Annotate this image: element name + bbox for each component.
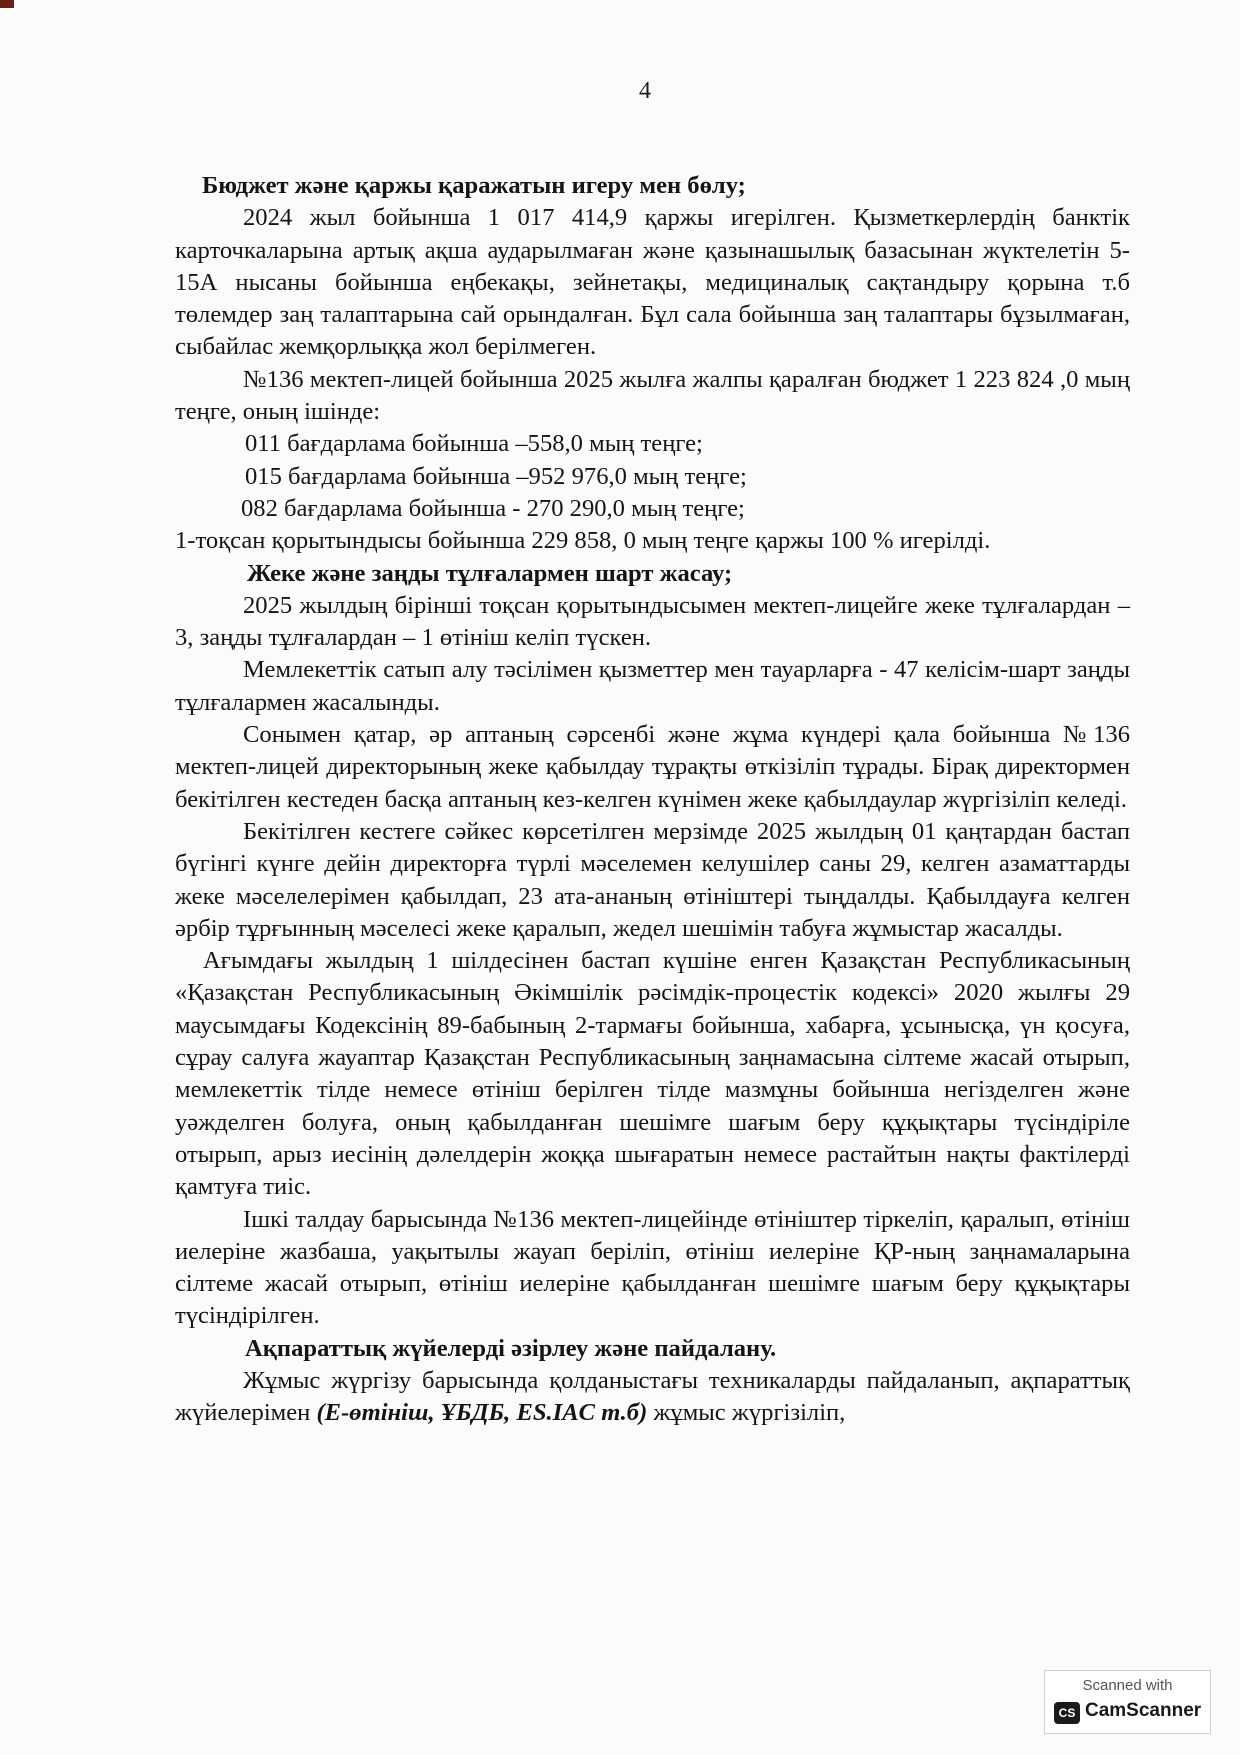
camscanner-logo-icon: CS	[1054, 1702, 1080, 1724]
paragraph-code-requirements: Ағымдағы жылдың 1 шілдесінен бастап күшіне енген Қазақстан Республикасының «Қазақстан Республикасының Әкімшілік рәсімдік-процестік кодексі» 2020 жылғы 29 маусымдағы Кодексінің 89-бабының 2-тармағы бойынша, хабарға, ұсынысқа, үн қосуға, сұрау салуға жауаптар Қазақстан Республикасының заңнамасына сілтеме жасай отырып, мемлекеттік тілде немесе өтініш берілген тілде мазмұны бойынша негізделген және уәжделген болуға, оның қабылданған шешімге шағым беру құқықтары түсіндіріле отырып, арыз иесінің дәлелдерін жоққа шығаратын немесе растайтын нақты фактілерді қамтуға тиіс.	[175, 947, 1130, 1201]
page-number: 4	[639, 78, 651, 104]
camscanner-watermark	[1044, 1670, 1211, 1734]
section-heading-contracts: Жеке және заңды тұлғалармен шарт жасау;	[247, 559, 733, 587]
information-systems-tail: жұмыс жүргізіліп,	[653, 1399, 846, 1427]
paragraph-internal-analysis: Ішкі талдау барысында №136 мектеп-лицейінде өтініштер тіркеліп, қаралып, өтініш иелеріне жазбаша, уақытылы жауап беріліп, өтініш иелеріне ҚР-ның заңнамаларына сілтеме жасай отырып, өтініш иелеріне қабылданған шешімге шағым беру құқықтары түсіндірілген.	[175, 1205, 1130, 1330]
paragraph-budget-2024: 2024 жыл бойынша 1 017 414,9 қаржы игерілген. Қызметкерлердің банктік карточкаларына артық ақша аударылмаған және қазынашылық базасынан жүктелетін 5-15А нысаны бойынша еңбекақы, зейнетақы, медициналық сақтандыру қорына т.б төлемдер заң талаптарына сай орындалған. Бұл сала бойынша заң талаптары бұзылмаған, сыбайлас жемқорлыққа жол берілмеген.	[175, 204, 1130, 361]
watermark-caption: Scanned with	[1082, 1677, 1173, 1694]
program-082-line: 082 бағдарлама бойынша - 270 290,0 мың теңге;	[241, 494, 745, 522]
scan-edge-mark	[0, 0, 14, 8]
paragraph-reception-schedule: Сонымен қатар, әр аптаның сәрсенбі және жұма күндері қала бойынша №136 мектеп-лицей директорының жеке қабылдау тұрақты өткізіліп тұрады. Бірақ директормен бекітілген кестеден басқа аптаның кез-келген күнімен жеке қабылдаулар жүргізіліп келеді.	[175, 721, 1130, 813]
paragraph-visitors: Бекітілген кестеге сәйкес көрсетілген мерзімде 2025 жылдың 01 қаңтардан бастап бүгінгі күнге дейін директорға түрлі мәселемен келушілер саны 29, келген азаматтарды жеке мәселелерімен қабылдап, 23 ата-ананың өтініштері тыңдалды. Қабылдауға келген әрбір тұрғынның мәселесі жеке қаралып, жедел шешімін табуға жұмыстар жасалды.	[175, 817, 1130, 942]
program-015-line: 015 бағдарлама бойынша –952 976,0 мың теңге;	[245, 462, 747, 490]
document-body	[175, 170, 1130, 1430]
paragraph-quarter-result: 1-тоқсан қорытындысы бойынша 229 858, 0 мың теңге қаржы 100 % игерілді.	[175, 527, 991, 555]
watermark-brand: CamScanner	[1085, 1700, 1202, 1721]
paragraph-applications: 2025 жылдың бірінші тоқсан қорытындысымен мектеп-лицейге жеке тұлғалардан – 3, заңды тұлғалардан – 1 өтініш келіп түскен.	[175, 591, 1130, 652]
program-011-line: 011 бағдарлама бойынша –558,0 мың теңге;	[245, 430, 703, 458]
paragraph-budget-2025: №136 мектеп-лицей бойынша 2025 жылға жалпы қаралған бюджет 1 223 824 ,0 мың теңге, оның ішінде:	[175, 365, 1130, 426]
section-heading-information-systems: Ақпараттық жүйелерді әзірлеу және пайдалану.	[245, 1334, 777, 1362]
paragraph-procurement: Мемлекеттік сатып алу тәсілімен қызметтер мен тауарларға - 47 келісім-шарт заңды тұлғалармен жасалынды.	[175, 656, 1130, 716]
systems-list-italic: (Е-өтініш, ҰБДБ, ES.IAC т.б)	[316, 1399, 648, 1427]
information-systems-text: Жұмыс жүргізу барысында қолданыстағы техникаларды пайдаланып, ақпараттық жүйелерімен	[175, 1366, 1130, 1427]
section-heading-budget: Бюджет және қаржы қаражатын игеру мен бөлу;	[202, 172, 746, 199]
paragraph-information-systems	[175, 1365, 1130, 1430]
